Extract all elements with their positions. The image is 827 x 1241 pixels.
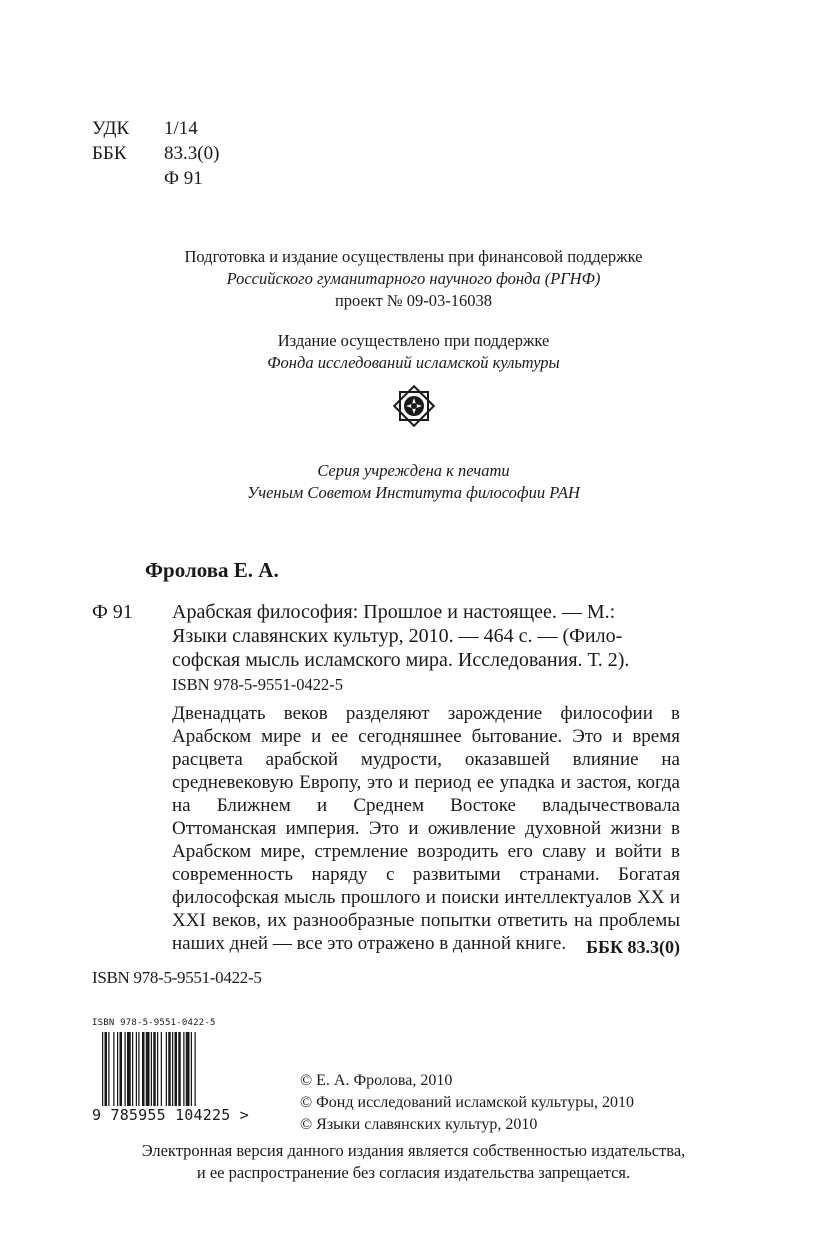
funding-line-2: Российского гуманитарного научного фонда (РГНФ) <box>226 269 601 288</box>
funding-note <box>0 246 827 312</box>
copyright-line: © Фонд исследований исламской культуры, 2010 <box>300 1094 634 1111</box>
code-key: УДК <box>92 118 130 139</box>
code-key <box>92 166 164 191</box>
barcode-label: ISBN 978-5-9551-0422-5 <box>92 1018 216 1028</box>
funding-line-3: проект № 09-03-16038 <box>334 291 493 310</box>
isbn-main: ISBN 978-5-9551-0422-5 <box>92 968 262 987</box>
abstract-text: Двенадцать веков разделяют зарождение философии в Арабском мире и ее сегодняшнее бытование. Это и время расцвета арабской мудрости, оказавшей влияние на средневековую Европу, это и период ее упадка и застоя, когда на Ближнем и Среднем Востоке владычествовала Оттоманская империя. Это и оживление духовной жизни в Арабском мире, стремление возродить его славу и войти в современность наряду с развитыми странами. Богатая философская мысль прошлого и поиски интеллектуалов XX и XXI веков, их разнообразные попытки ответить на проблемы наших дней — все это отражено в данной книге. <box>172 703 680 954</box>
support-line-1: Издание осуществлено при поддержке <box>277 331 550 350</box>
series-note <box>0 460 827 504</box>
code-value: 1/14 <box>164 118 198 139</box>
code-value: 83.3(0) <box>164 143 220 164</box>
islamic-star-ornament-icon <box>390 382 438 430</box>
code-value: Ф 91 <box>164 168 203 189</box>
series-line-1: Серия учреждена к печати <box>317 461 510 480</box>
support-note <box>0 330 827 374</box>
notice-line-2: и ее распространение без согласия издательства запрещается. <box>196 1163 631 1182</box>
funding-line-1: Подготовка и издание осуществлены при финансовой поддержке <box>184 247 643 266</box>
bibliographic-entry <box>172 600 680 672</box>
author-mark-row <box>92 166 219 191</box>
electronic-notice <box>0 1140 827 1184</box>
bbk-row <box>92 141 219 166</box>
bbk-footer: ББК 83.3(0) <box>586 937 680 957</box>
bib-line-1: Арабская философия: Прошлое и настоящее. — М.: <box>172 601 616 623</box>
barcode-digits: 9 785955 104225 > <box>92 1106 249 1124</box>
series-line-2: Ученым Советом Института философии РАН <box>247 483 580 502</box>
copyright-block <box>300 1070 634 1136</box>
bib-line-2: Языки славянских культур, 2010. — 464 с. — (Фило- <box>172 625 623 647</box>
support-line-2: Фонда исследований исламской культуры <box>267 353 560 372</box>
notice-line-1: Электронная версия данного издания является собственностью издательства, <box>141 1141 686 1160</box>
code-key: ББК <box>92 143 127 164</box>
author-cipher: Ф 91 <box>92 601 133 623</box>
classification-codes <box>92 116 219 191</box>
author-heading: Фролова Е. А. <box>145 558 279 582</box>
udk-row <box>92 116 219 141</box>
isbn-entry: ISBN 978-5-9551-0422-5 <box>172 675 343 694</box>
bib-line-3: софская мысль исламского мира. Исследования. Т. 2). <box>172 649 630 671</box>
copyright-line: © Языки славянских культур, 2010 <box>300 1116 538 1133</box>
copyright-line: © Е. А. Фролова, 2010 <box>300 1072 453 1089</box>
